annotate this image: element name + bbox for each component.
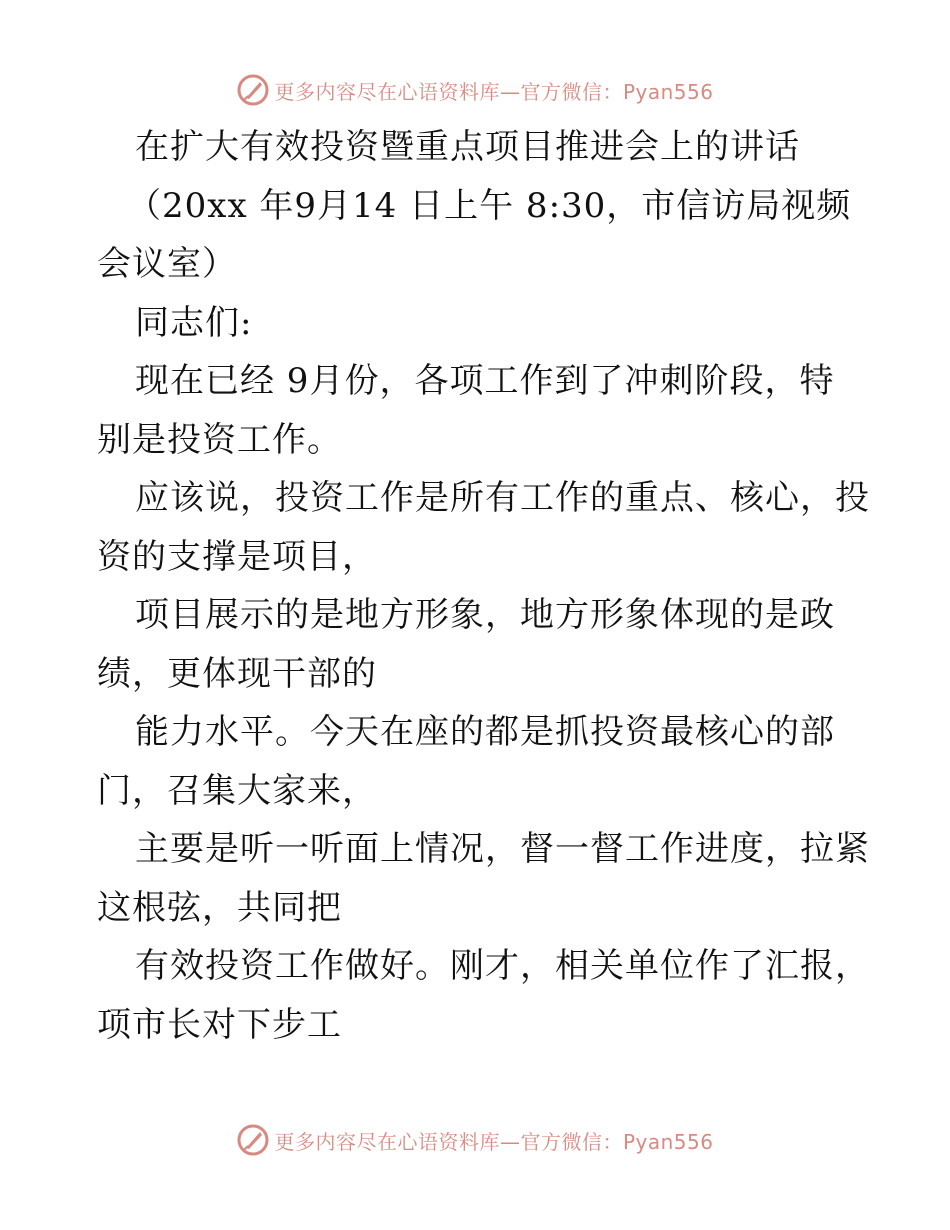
document-line: 现在已经 9月份，各项工作到了冲刺阶段，特 [135, 361, 835, 401]
quill-logo-icon [236, 1123, 270, 1157]
document-line: （20xx 年9月14 日上午 8:30，市信访局视频 [127, 185, 852, 226]
salutation: 同志们: [135, 302, 253, 343]
document-line: 项目展示的是地方形象，地方形象体现的是政 [135, 595, 835, 635]
document-body [97, 118, 870, 1054]
document-line: 门，召集大家来， [97, 770, 377, 811]
document-line: 绩，更体现干部的 [97, 653, 377, 694]
quill-logo-icon [236, 73, 270, 107]
document-line: 应该说，投资工作是所有工作的重点、核心，投 [135, 478, 870, 518]
document-title: 在扩大有效投资暨重点项目推进会上的讲话 [135, 127, 800, 167]
document-line: 项市长对下步工 [97, 1004, 342, 1045]
document-line: 资的支撑是项目， [97, 536, 377, 577]
watermark-text: 更多内容尽在心语资料库—官方微信：Pyan556 [274, 1129, 714, 1154]
header-watermark [0, 70, 950, 110]
document-line: 能力水平。今天在座的都是抓投资最核心的部 [135, 712, 835, 752]
document-line: 主要是听一听面上情况，督一督工作进度，拉紧 [135, 829, 870, 869]
document-line: 有效投资工作做好。刚才，相关单位作了汇报， [135, 946, 870, 986]
watermark-text: 更多内容尽在心语资料库—官方微信：Pyan556 [274, 79, 714, 104]
document-line: 别是投资工作。 [97, 419, 342, 460]
document-line: 会议室） [97, 244, 237, 284]
footer-watermark [0, 1120, 950, 1160]
document-line: 这根弦，共同把 [97, 887, 342, 928]
